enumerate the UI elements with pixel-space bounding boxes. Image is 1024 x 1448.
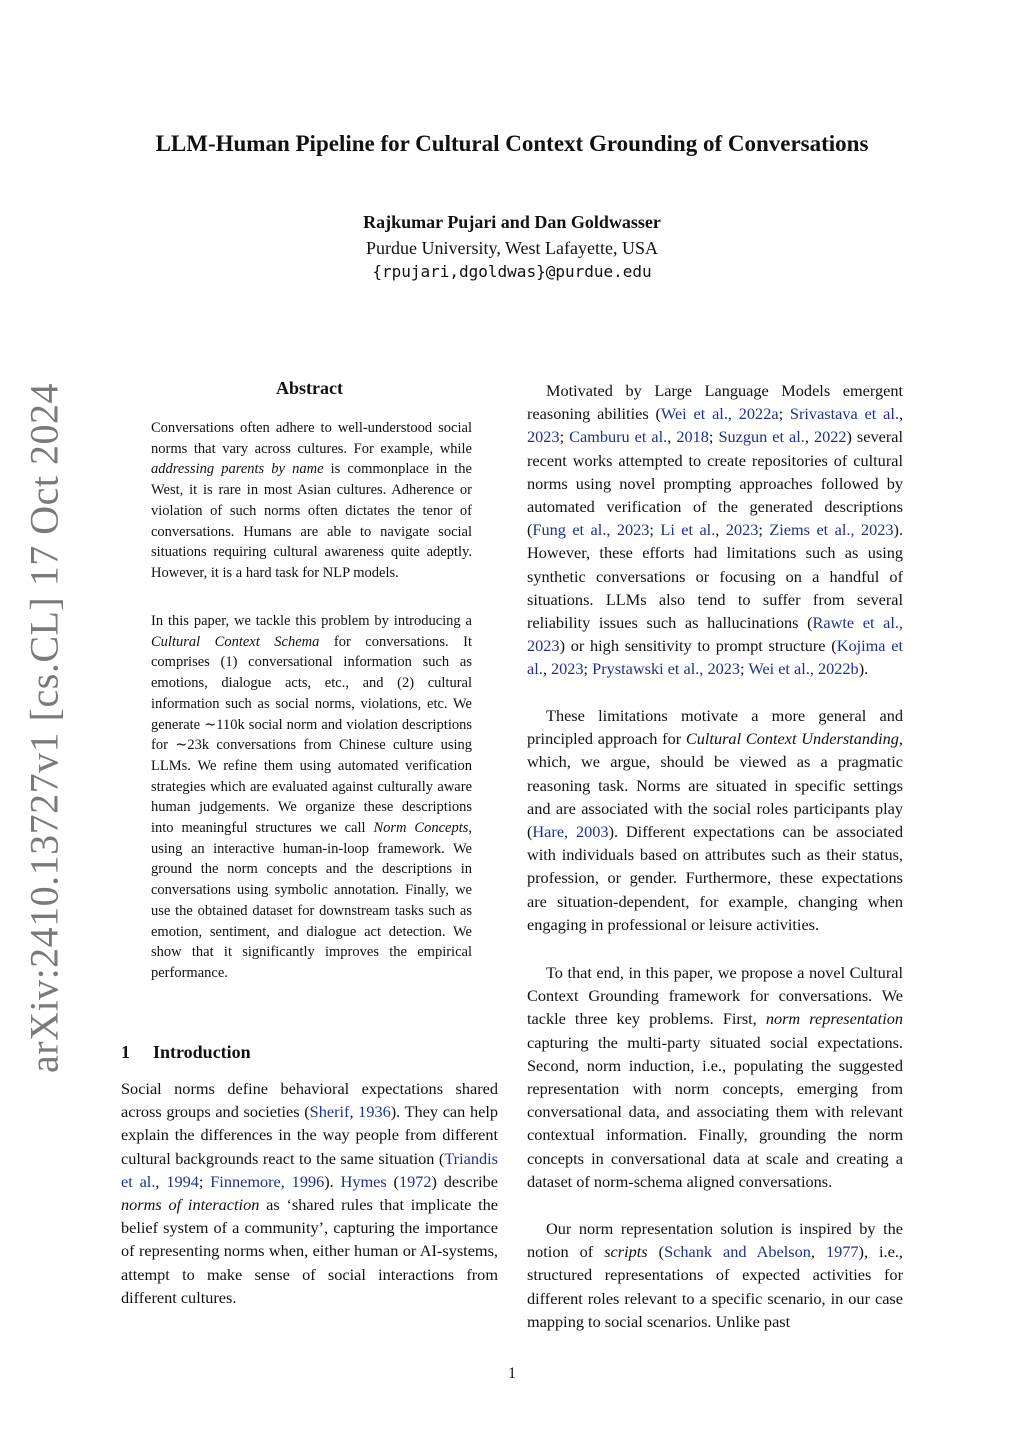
text-run: , xyxy=(810,1242,826,1262)
citation-link[interactable]: Wei et al., 2022a xyxy=(660,404,779,424)
text-run: ; xyxy=(708,427,719,447)
citation-link[interactable]: Fung et al., 2023 xyxy=(532,520,650,540)
text-run: ; xyxy=(649,520,661,540)
citation-link[interactable]: 2023 xyxy=(550,659,584,679)
text-run: , xyxy=(898,404,904,424)
text-run: ( xyxy=(647,1242,665,1262)
text-run: ( xyxy=(386,1171,399,1191)
citation-link[interactable]: Suzgun et al. xyxy=(718,427,805,447)
text-run: ; xyxy=(740,659,749,679)
emphasis-text: scripts xyxy=(604,1242,648,1262)
text-run: ; xyxy=(583,659,593,679)
author-affiliation: Purdue University, West Lafayette, USA xyxy=(366,238,658,258)
text-run: , xyxy=(349,1102,359,1122)
section-title: Introduction xyxy=(153,1042,251,1062)
text-run: ) describe xyxy=(431,1171,499,1191)
text-run: for conversations. It comprises (1) conversational information such as emotions, dialogue acts, etc., and (2) cultural information such as social norms, violations, etc. We generate ∼110k social norm and violation descriptions for ∼23k conversations from Chinese culture using LLMs. We refine them using automated verification strategies which are evaluated against culturally aware human judgements. We organize these descriptions into meaningful structures we call xyxy=(151,633,472,837)
abstract-paragraph-2 xyxy=(151,611,472,984)
citation-link[interactable]: Kojima et al. xyxy=(527,636,904,679)
text-run: These limitations motivate a more general and principled approach for xyxy=(527,706,903,749)
text-run: as ‘shared rules that implicate the belief system of a community’, capturing the importance of representing norms when, either human or AI-systems, attempt to make sense of social interactions from different cultures. xyxy=(121,1195,498,1307)
emphasis-text: addressing parents by name xyxy=(151,461,324,478)
emphasis-text: norm representation xyxy=(765,1009,903,1029)
text-run: ). xyxy=(324,1171,341,1191)
emphasis-text: Cultural Context Schema xyxy=(151,633,320,650)
text-run: , xyxy=(715,520,726,540)
text-run: ). They can help explain the differences in the way people from different cultural backgrounds react to the same situation ( xyxy=(121,1102,498,1168)
right-paragraph-3 xyxy=(527,961,903,1193)
citation-link[interactable]: Triandis et al. xyxy=(121,1148,498,1191)
citation-link[interactable]: Ziems et al., 2023 xyxy=(769,520,894,540)
arxiv-stamp-text: arXiv:2410.13727v1 [cs.CL] 17 Oct 2024 xyxy=(21,382,67,1074)
citation-link[interactable]: 1977 xyxy=(825,1242,859,1262)
text-run: Motivated by Large Language Models emergent reasoning abilities ( xyxy=(527,381,903,424)
text-run: ). Different expectations can be associated with individuals based on attributes such as their status, profession, or gender. Furthermore, these expectations are situation-dependent, for example, changing when engaging in professional or leisure activities. xyxy=(527,822,903,934)
citation-link[interactable]: Prystawski et al., 2023 xyxy=(592,659,741,679)
text-run: , xyxy=(667,427,677,447)
section-heading-introduction xyxy=(121,1042,251,1063)
citation-link[interactable]: 2018 xyxy=(676,427,709,447)
section-number: 1 xyxy=(121,1042,130,1062)
citation-link[interactable]: Li et al. xyxy=(660,520,716,540)
citation-link[interactable]: Srivastava et al. xyxy=(789,404,899,424)
text-run: To that end, in this paper, we propose a novel Cultural Context Grounding framework for conversations. We tackle three key problems. First, xyxy=(527,963,903,1029)
citation-link[interactable]: Wei et al., 2022b xyxy=(748,659,859,679)
text-run: ; xyxy=(758,520,770,540)
page-number: 1 xyxy=(508,1365,516,1382)
emphasis-text: norms of interaction xyxy=(121,1195,260,1215)
right-paragraph-2 xyxy=(527,704,903,936)
citation-link[interactable]: Rawte et al., 2023 xyxy=(527,613,904,656)
emphasis-text: Norm Concepts xyxy=(373,820,469,837)
author-email: {rpujari,dgoldwas}@purdue.edu xyxy=(372,262,652,281)
citation-link[interactable]: Finnemore, 1996 xyxy=(210,1171,325,1191)
text-run: ) or high sensitivity to prompt structure ( xyxy=(559,636,837,656)
text-run: In this paper, we tackle this problem by introducing a xyxy=(151,613,472,629)
author-names: Rajkumar Pujari and Dan Goldwasser xyxy=(363,212,661,232)
right-paragraph-1 xyxy=(527,379,903,681)
citation-link[interactable]: Sherif xyxy=(309,1102,350,1122)
text-run: , using an interactive human-in-loop framework. We ground the norm concepts and the descriptions in conversations using symbolic annotation. Finally, we use the obtained dataset for downstream tasks such as emotion, sentiment, and dialogue act detection. We show that it significantly improves the empirical performance. xyxy=(151,820,472,981)
text-run: , xyxy=(542,659,551,679)
text-run: ; xyxy=(778,404,790,424)
citation-link[interactable]: Hare, 2003 xyxy=(532,822,609,842)
citation-link[interactable]: 1972 xyxy=(398,1171,432,1191)
citation-link[interactable]: Schank and Abelson xyxy=(664,1242,811,1262)
text-run: Conversations often adhere to well-understood social norms that vary across cultures. For example, while xyxy=(151,420,472,457)
citation-link[interactable]: 1936 xyxy=(358,1102,391,1122)
text-run: ). However, these efforts had limitations such as using synthetic conversations or focusing on a handful of situations. LLMs also tend to suffer from several reliability issues such as hallucinations ( xyxy=(527,520,904,633)
paper-title: LLM-Human Pipeline for Cultural Context Grounding of Conversations xyxy=(155,131,869,156)
text-run: is commonplace in the West, it is rare in most Asian cultures. Adherence or violation of such norms often dictates the tenor of conversations. Humans are able to navigate social situations requiring cultural awareness quite adeptly. However, it is a hard task for NLP models. xyxy=(151,461,472,581)
text-run: Social norms define behavioral expectations shared across groups and societies ( xyxy=(121,1079,498,1122)
text-run: ; xyxy=(198,1171,211,1191)
text-run: ; xyxy=(559,427,570,447)
intro-paragraph-1 xyxy=(121,1077,498,1309)
citation-link[interactable]: 2022 xyxy=(813,427,847,447)
text-run: ) several recent works attempted to create repositories of cultural norms using novel prompting approaches followed by automated verification of the generated descriptions ( xyxy=(527,427,904,540)
citation-link[interactable]: Camburu et al. xyxy=(569,427,668,447)
text-run: ). xyxy=(858,659,869,679)
text-run: capturing the multi-party situated social expectations. Second, norm induction, i.e., populating the suggested representation with norm concepts, emerging from conversational data, and associating them with relevant contextual information. Finally, grounding the norm concepts in conversational data at scale and creating a dataset of norm-schema aligned conversations. xyxy=(527,1032,903,1191)
text-run: , which, we argue, should be viewed as a pragmatic reasoning task. Norms are situated in specific settings and are associated with the social roles participants play ( xyxy=(527,729,903,842)
emphasis-text: Cultural Context Understanding xyxy=(685,729,899,749)
text-run: , xyxy=(804,427,814,447)
abstract-paragraph-1 xyxy=(151,418,472,584)
abstract-heading: Abstract xyxy=(276,378,343,398)
citation-link[interactable]: 2023 xyxy=(527,427,560,447)
citation-link[interactable]: 2023 xyxy=(725,520,759,540)
text-run: , xyxy=(155,1171,167,1191)
citation-link[interactable]: 1994 xyxy=(166,1171,199,1191)
text-run: ), i.e., structured representations of expected activities for different roles relevant to a specific scenario, in our case mapping to social scenarios. Unlike past xyxy=(527,1242,903,1331)
right-paragraph-4 xyxy=(527,1217,903,1333)
text-run: Our norm representation solution is inspired by the notion of xyxy=(527,1219,903,1262)
citation-link[interactable]: Hymes xyxy=(340,1171,387,1191)
